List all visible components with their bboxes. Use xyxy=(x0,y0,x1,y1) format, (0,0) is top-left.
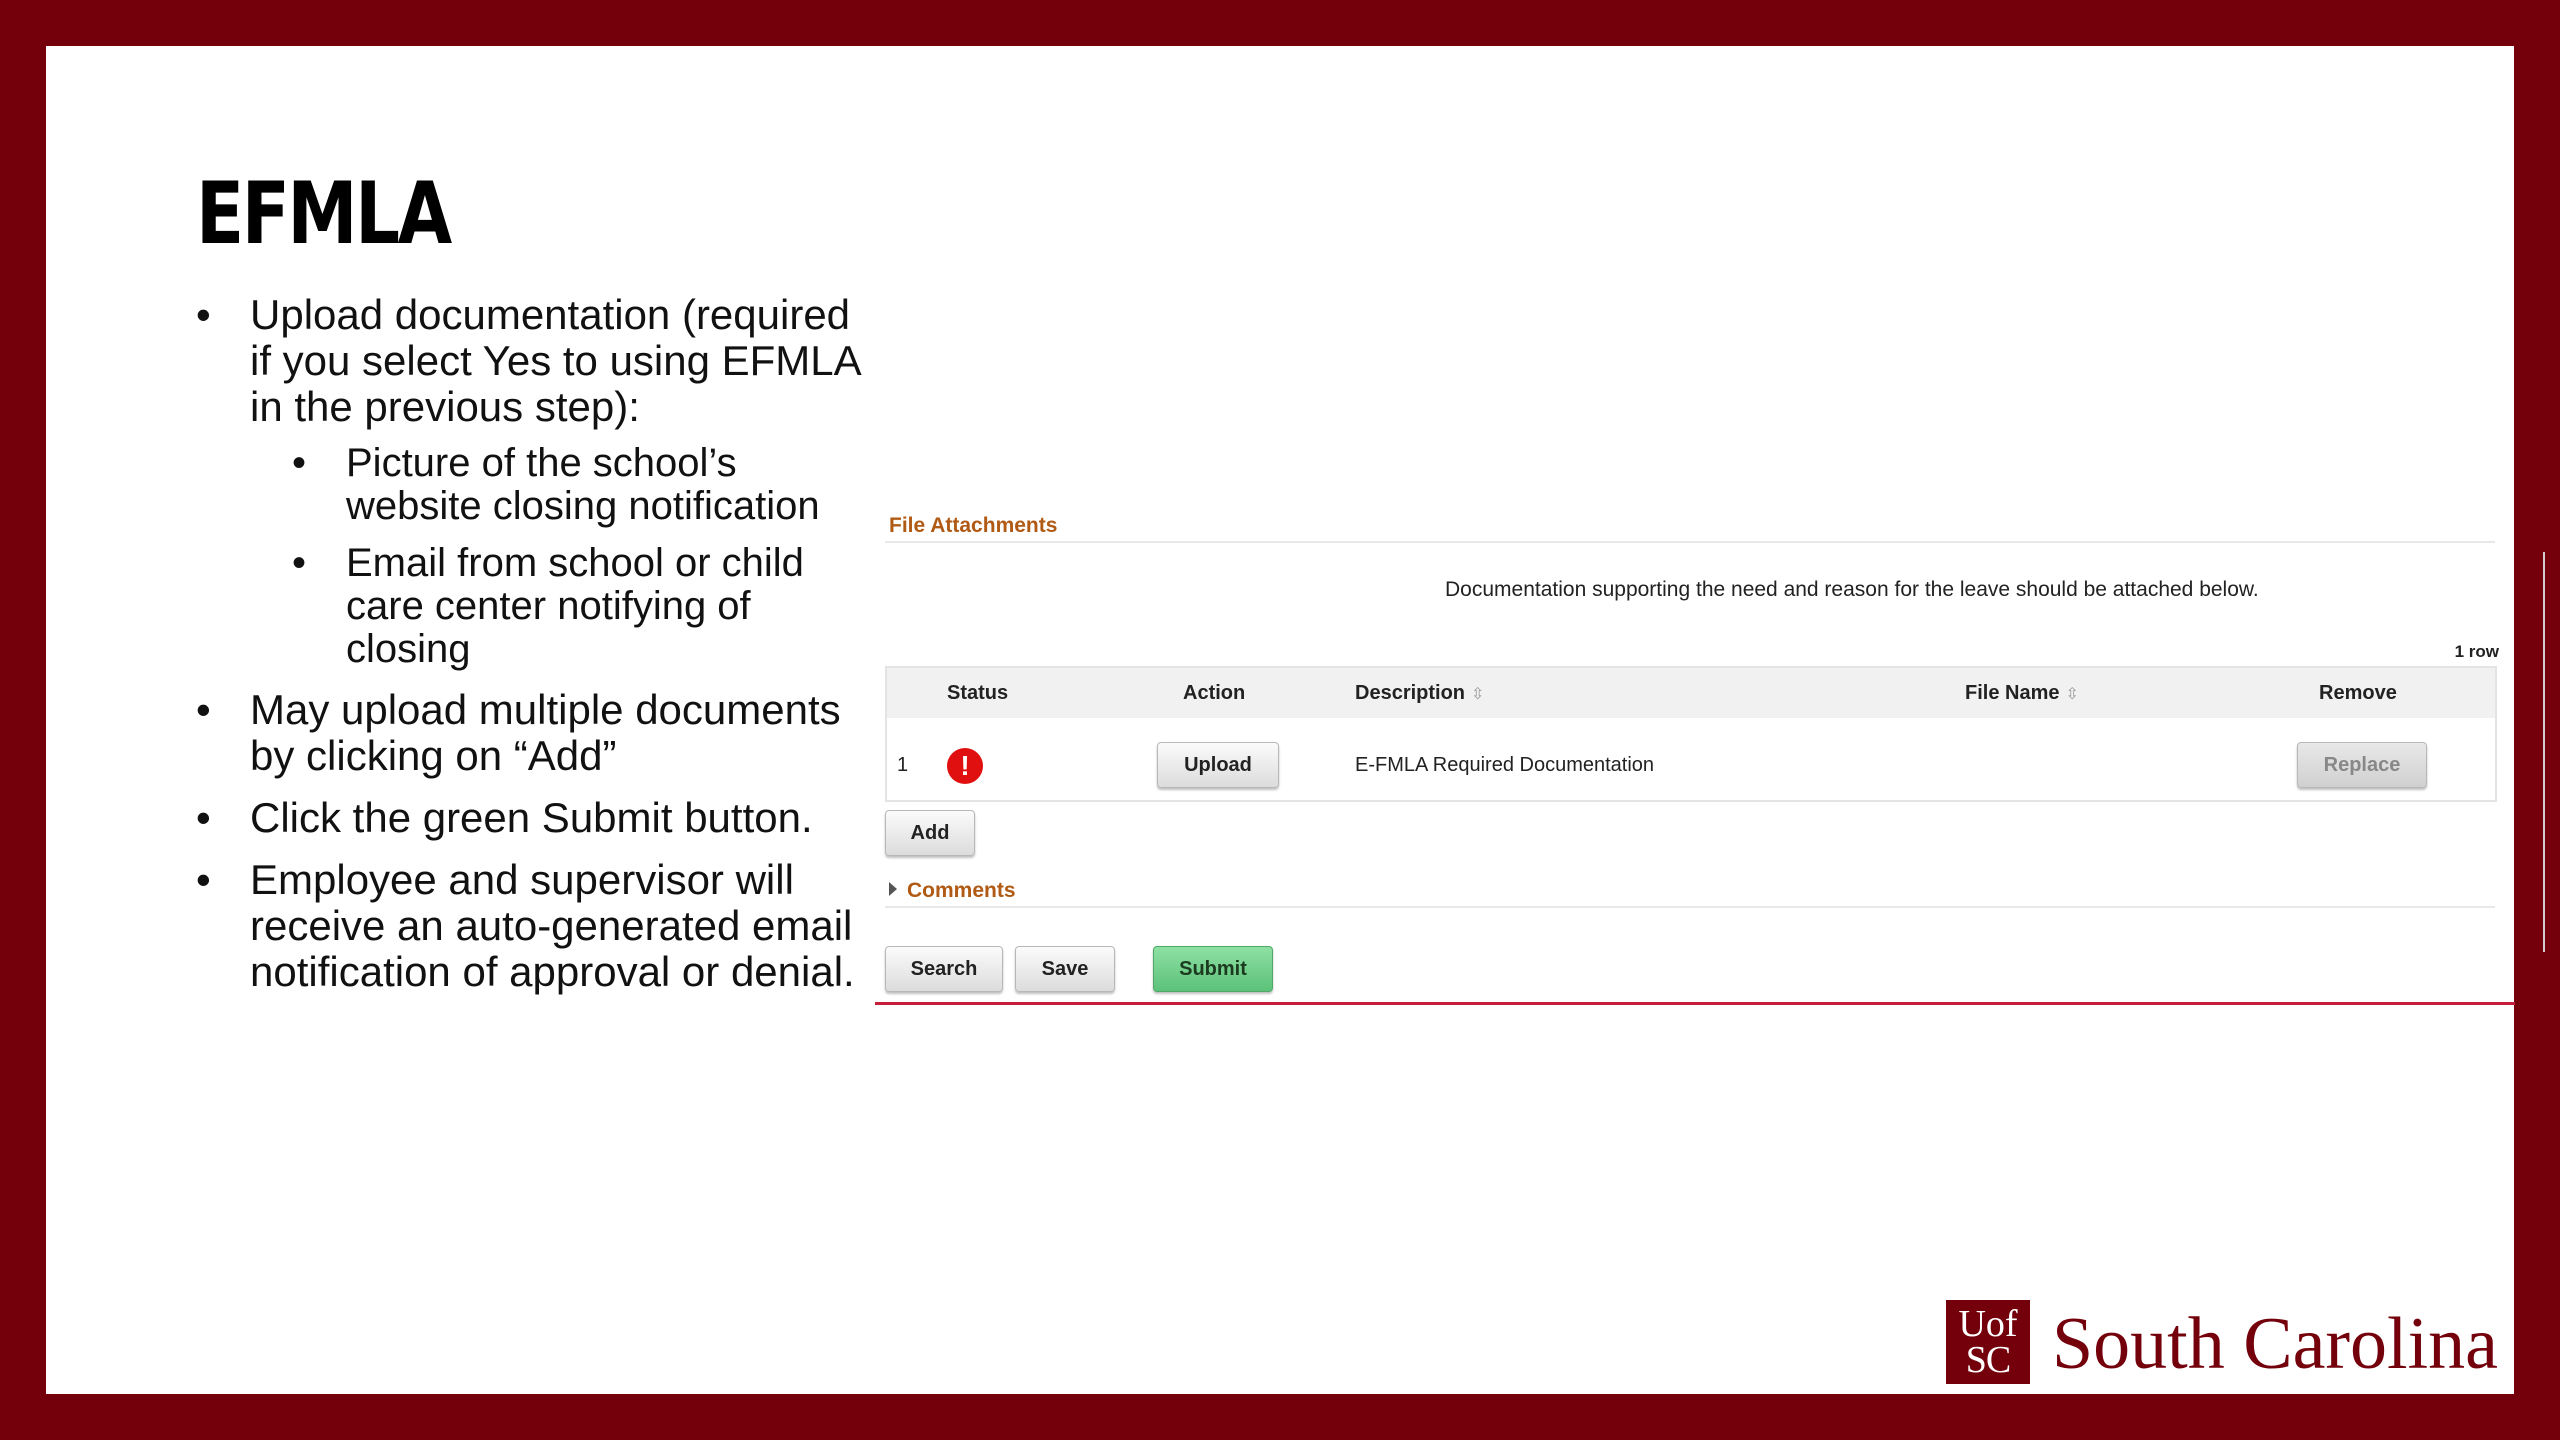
save-button[interactable]: Save xyxy=(1015,946,1115,992)
add-button[interactable]: Add xyxy=(885,810,975,856)
row-count: 1 row xyxy=(2454,642,2499,661)
file-name-header-label: File Name xyxy=(1965,682,2060,704)
comments-toggle[interactable] xyxy=(889,879,1016,903)
column-header-description[interactable] xyxy=(1355,682,1484,705)
logo-mark-line2: SC xyxy=(1965,1339,2011,1381)
logo-mark-line1: Uof xyxy=(1958,1303,2018,1345)
bullet-item: • Employee and supervisor will receive an auto-generated email notification of approval or denial. xyxy=(186,857,866,995)
sort-arrows-icon[interactable]: ⇳ xyxy=(2065,686,2079,703)
file-attachments-heading: File Attachments xyxy=(889,514,1058,537)
brand-wordmark: South Carolina xyxy=(2052,1303,2499,1385)
bullet-item xyxy=(186,292,866,671)
column-header-action: Action xyxy=(1183,682,1246,704)
grid-header xyxy=(887,668,2495,718)
expand-arrow-icon xyxy=(889,882,897,896)
slide-title: EFMLA xyxy=(196,164,450,264)
search-button[interactable]: Search xyxy=(885,946,1003,992)
bullet-list xyxy=(186,292,866,1011)
comments-divider xyxy=(885,906,2495,908)
error-icon: ! xyxy=(947,748,983,784)
upload-button[interactable]: Upload xyxy=(1157,742,1279,788)
column-header-remove: Remove xyxy=(2319,682,2397,704)
uofsc-logo-mark xyxy=(1946,1300,2030,1384)
panel-bottom-rule xyxy=(875,1002,2515,1005)
bullet-item: • Click the green Submit button. xyxy=(186,795,866,841)
submit-button[interactable]: Submit xyxy=(1153,946,1273,992)
comments-label: Comments xyxy=(907,879,1016,902)
attachments-instruction: Documentation supporting the need and reason for the leave should be attached below. xyxy=(1445,578,2259,601)
column-header-status: Status xyxy=(947,682,1009,704)
sub-bullet-item: • Picture of the school’s website closing notification xyxy=(186,442,866,528)
attachment-description: E-FMLA Required Documentation xyxy=(1355,754,1655,776)
bullet-item: • May upload multiple documents by clicking on “Add” xyxy=(186,687,866,779)
sub-bullet-list xyxy=(250,442,866,671)
attachments-grid xyxy=(885,666,2497,802)
row-number: 1 xyxy=(897,754,909,776)
vertical-scrollbar[interactable] xyxy=(2543,552,2545,952)
sub-bullet-item: • Email from school or child care center notifying of closing xyxy=(186,542,866,671)
description-header-label: Description xyxy=(1355,682,1466,704)
sort-arrows-icon[interactable]: ⇳ xyxy=(1471,686,1485,703)
slide xyxy=(46,46,2514,1394)
file-attachments-panel xyxy=(869,504,2549,1004)
replace-button[interactable]: Replace xyxy=(2297,742,2427,788)
bullet-text: Upload documentation (required if you select Yes to using EFMLA in the previous step): xyxy=(250,291,860,430)
heading-divider xyxy=(885,541,2495,543)
column-header-file-name[interactable] xyxy=(1965,682,2079,705)
